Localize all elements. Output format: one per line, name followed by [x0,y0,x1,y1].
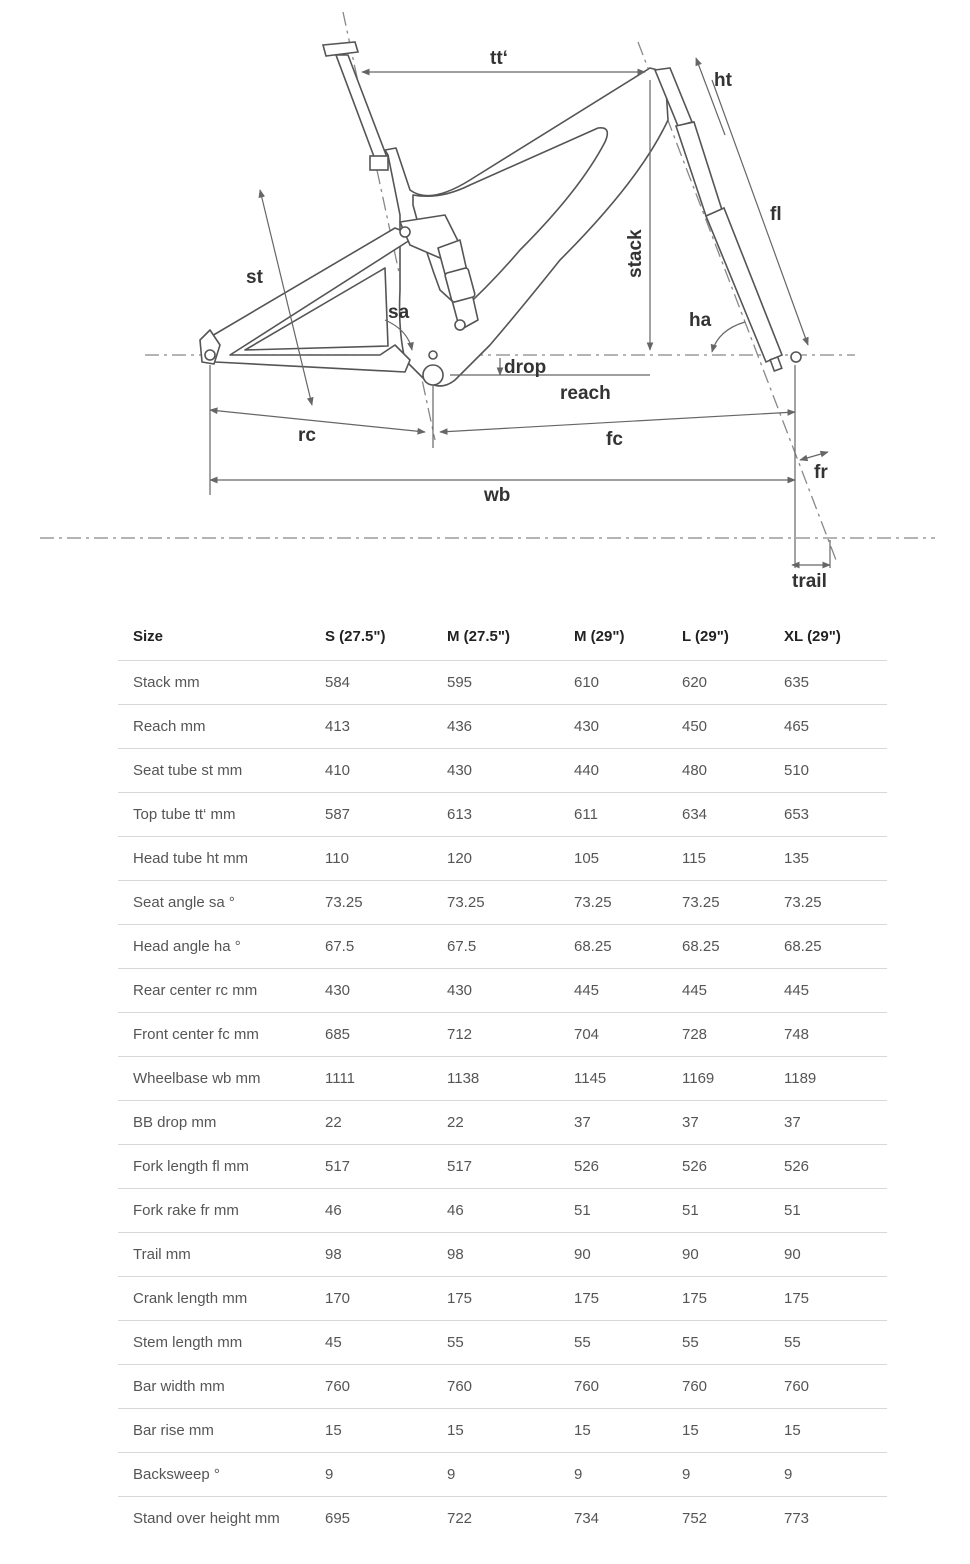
size-value: 773 [769,1497,887,1541]
size-value: 526 [559,1145,667,1189]
size-value: 595 [432,661,559,705]
size-value: 73.25 [769,881,887,925]
seatpost [323,42,388,170]
size-value: 517 [432,1145,559,1189]
size-value: 760 [667,1365,769,1409]
header-cell: Size [133,627,164,645]
table-row [118,793,887,837]
row-label: Backsweep ° [118,1453,310,1497]
bike-geometry-diagram [0,0,970,600]
size-value: 55 [667,1321,769,1365]
size-value: 445 [559,969,667,1013]
row-label: Seat angle sa ° [118,881,310,925]
row-label: Fork length fl mm [118,1145,310,1189]
size-value: 37 [667,1101,769,1145]
table-row [118,1365,887,1409]
table-row [118,1497,887,1541]
size-value: 450 [667,705,769,749]
row-label: Fork rake fr mm [118,1189,310,1233]
label-drop: drop [504,357,547,378]
size-value: 73.25 [559,881,667,925]
size-value: 37 [559,1101,667,1145]
table-header-row [118,612,887,661]
header-cell: M (27.5") [447,627,510,645]
size-value: 430 [432,969,559,1013]
row-label: Rear center rc mm [118,969,310,1013]
size-value: 98 [432,1233,559,1277]
label-wb: wb [484,485,511,506]
table-row [118,705,887,749]
size-value: 1111 [310,1057,432,1101]
row-label: Bar rise mm [118,1409,310,1453]
size-value: 175 [667,1277,769,1321]
size-value: 51 [559,1189,667,1233]
label-fc: fc [606,429,623,450]
size-value: 430 [559,705,667,749]
table-row [118,1233,887,1277]
label-ha: ha [689,310,712,331]
size-value: 1138 [432,1057,559,1101]
size-value: 584 [310,661,432,705]
size-value: 695 [310,1497,432,1541]
size-value: 90 [769,1233,887,1277]
size-value: 704 [559,1013,667,1057]
size-value: 1145 [559,1057,667,1101]
table-row [118,1277,887,1321]
size-value: 445 [769,969,887,1013]
size-value: 55 [559,1321,667,1365]
size-value: 46 [310,1189,432,1233]
row-label: Stack mm [118,661,310,705]
size-value: 734 [559,1497,667,1541]
size-value: 1169 [667,1057,769,1101]
row-label: Crank length mm [118,1277,310,1321]
header-cell: L (29") [682,627,729,645]
label-trail: trail [792,571,827,592]
row-label: Stem length mm [118,1321,310,1365]
size-value: 51 [769,1189,887,1233]
size-value: 120 [432,837,559,881]
size-value: 51 [667,1189,769,1233]
size-value: 752 [667,1497,769,1541]
size-value: 15 [310,1409,432,1453]
table-row [118,749,887,793]
row-label: Front center fc mm [118,1013,310,1057]
size-value: 98 [310,1233,432,1277]
table-row [118,969,887,1013]
dimension-lines [210,58,830,568]
row-label: Wheelbase wb mm [118,1057,310,1101]
size-value: 90 [559,1233,667,1277]
size-value: 45 [310,1321,432,1365]
table-row [118,1453,887,1497]
row-label: Stand over height mm [118,1497,310,1541]
table-row [118,881,887,925]
geometry-table [118,612,887,1540]
size-value: 115 [667,837,769,881]
size-value: 9 [769,1453,887,1497]
size-value: 15 [432,1409,559,1453]
label-fr: fr [814,462,828,483]
table-body [118,661,887,1541]
size-value: 722 [432,1497,559,1541]
size-value: 68.25 [559,925,667,969]
size-value: 110 [310,837,432,881]
bike-frame [200,68,668,386]
size-value: 105 [559,837,667,881]
label-st: st [246,267,263,288]
size-value: 653 [769,793,887,837]
size-value: 73.25 [432,881,559,925]
row-label: Top tube tt‘ mm [118,793,310,837]
table-row [118,837,887,881]
size-value: 175 [432,1277,559,1321]
size-value: 175 [559,1277,667,1321]
table-row [118,1057,887,1101]
size-value: 67.5 [432,925,559,969]
label-fl: fl [770,204,782,225]
size-value: 436 [432,705,559,749]
size-value: 175 [769,1277,887,1321]
size-value: 635 [769,661,887,705]
size-value: 90 [667,1233,769,1277]
size-value: 9 [310,1453,432,1497]
size-value: 9 [432,1453,559,1497]
table-row [118,1321,887,1365]
header-cell: XL (29") [784,627,841,645]
label-reach: reach [560,383,611,404]
table-row [118,1409,887,1453]
size-value: 1189 [769,1057,887,1101]
size-value: 728 [667,1013,769,1057]
size-value: 526 [667,1145,769,1189]
size-value: 613 [432,793,559,837]
table-row [118,661,887,705]
size-value: 55 [769,1321,887,1365]
label-ht: ht [714,70,732,91]
size-value: 413 [310,705,432,749]
row-label: Trail mm [118,1233,310,1277]
header-cell: S (27.5") [325,627,386,645]
label-sa: sa [388,302,410,323]
header-cell: M (29") [574,627,625,645]
size-value: 712 [432,1013,559,1057]
size-value: 22 [432,1101,559,1145]
label-stack: stack [625,229,646,278]
row-label: Head tube ht mm [118,837,310,881]
size-value: 73.25 [667,881,769,925]
size-value: 430 [310,969,432,1013]
size-value: 748 [769,1013,887,1057]
size-value: 610 [559,661,667,705]
row-label: Reach mm [118,705,310,749]
table-row [118,925,887,969]
row-label: Head angle ha ° [118,925,310,969]
size-value: 510 [769,749,887,793]
size-value: 611 [559,793,667,837]
table-row [118,1189,887,1233]
row-label: BB drop mm [118,1101,310,1145]
size-value: 9 [559,1453,667,1497]
row-label: Bar width mm [118,1365,310,1409]
size-value: 37 [769,1101,887,1145]
size-value: 760 [769,1365,887,1409]
size-value: 73.25 [310,881,432,925]
size-value: 445 [667,969,769,1013]
size-value: 465 [769,705,887,749]
size-value: 68.25 [769,925,887,969]
table-row [118,1145,887,1189]
size-value: 46 [432,1189,559,1233]
size-value: 760 [310,1365,432,1409]
table-row [118,1013,887,1057]
size-value: 634 [667,793,769,837]
size-value: 620 [667,661,769,705]
size-value: 430 [432,749,559,793]
size-value: 68.25 [667,925,769,969]
size-value: 760 [432,1365,559,1409]
size-value: 67.5 [310,925,432,969]
row-label: Seat tube st mm [118,749,310,793]
size-value: 526 [769,1145,887,1189]
table-row [118,1101,887,1145]
size-value: 517 [310,1145,432,1189]
size-value: 15 [559,1409,667,1453]
label-tt: tt‘ [490,48,508,69]
size-value: 15 [769,1409,887,1453]
size-value: 9 [667,1453,769,1497]
size-value: 587 [310,793,432,837]
size-value: 410 [310,749,432,793]
size-value: 15 [667,1409,769,1453]
label-rc: rc [298,425,316,446]
size-value: 480 [667,749,769,793]
size-value: 22 [310,1101,432,1145]
size-value: 440 [559,749,667,793]
size-value: 170 [310,1277,432,1321]
size-value: 55 [432,1321,559,1365]
size-value: 760 [559,1365,667,1409]
size-value: 685 [310,1013,432,1057]
size-value: 135 [769,837,887,881]
